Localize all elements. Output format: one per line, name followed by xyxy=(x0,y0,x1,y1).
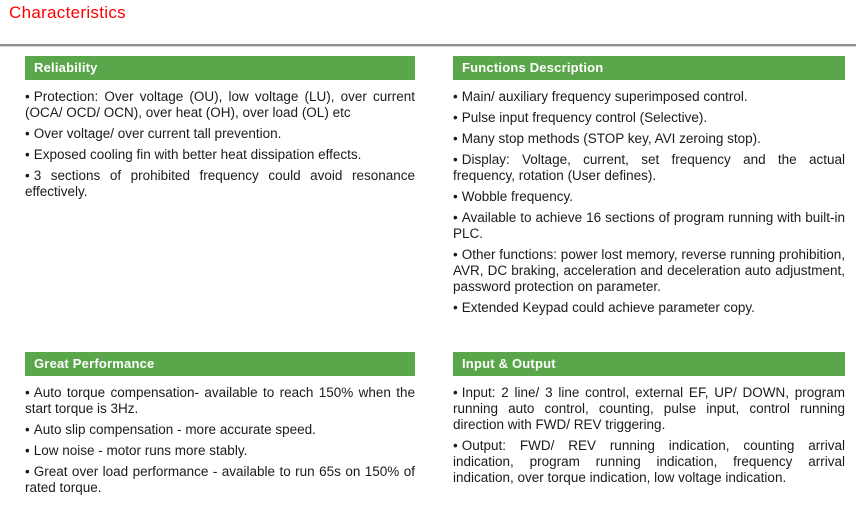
bullet-text: Display: Voltage, current, set frequency and the actual frequency, rotation (User defines). xyxy=(453,152,845,183)
bullet-icon: • xyxy=(453,110,458,125)
section-functions-header xyxy=(453,56,845,80)
bullet-icon: • xyxy=(453,438,458,453)
section-reliability xyxy=(25,56,415,205)
list-item xyxy=(25,464,415,496)
list-item xyxy=(453,300,845,316)
bullet-text: 3 sections of prohibited frequency could avoid resonance effectively. xyxy=(25,168,415,199)
bullet-icon: • xyxy=(453,210,458,225)
bullet-icon: • xyxy=(453,385,458,400)
list-item xyxy=(453,110,845,126)
bullet-text: Many stop methods (STOP key, AVI zeroing stop). xyxy=(461,131,761,146)
bullet-icon: • xyxy=(453,247,458,262)
section-great-performance xyxy=(25,352,415,501)
bullet-text: Auto slip compensation - more accurate speed. xyxy=(33,422,316,437)
io-bullet-list xyxy=(453,385,845,486)
list-item xyxy=(453,152,845,184)
bullet-text: Low noise - motor runs more stably. xyxy=(33,443,248,458)
list-item xyxy=(25,168,415,200)
bullet-text: Pulse input frequency control (Selective). xyxy=(461,110,708,125)
bullet-icon: • xyxy=(25,126,30,141)
list-item xyxy=(453,438,845,486)
bullet-text: Available to achieve 16 sections of program running with built-in PLC. xyxy=(453,210,845,241)
list-item xyxy=(25,89,415,121)
bullet-text: Main/ auxiliary frequency superimposed control. xyxy=(461,89,748,104)
horizontal-divider xyxy=(0,44,856,47)
section-io-header xyxy=(453,352,845,376)
bullet-icon: • xyxy=(453,152,458,167)
bullet-text: Output: FWD/ REV running indication, counting arrival indication, program running indication, frequency arrival indication, over torque indication, low voltage indication. xyxy=(453,438,845,485)
bullet-text: Auto torque compensation- available to reach 150% when the start torque is 3Hz. xyxy=(25,385,415,416)
bullet-text: Input: 2 line/ 3 line control, external EF, UP/ DOWN, program running auto control, counting, pulse input, control running direction with FWD/ REV triggering. xyxy=(453,385,845,432)
section-functions-description xyxy=(453,56,845,321)
list-item xyxy=(25,385,415,417)
list-item xyxy=(453,131,845,147)
bullet-text: Other functions: power lost memory, reverse running prohibition, AVR, DC braking, acceleration and deceleration auto adjustment, password protection on parameter. xyxy=(453,247,845,294)
list-item xyxy=(25,443,415,459)
list-item xyxy=(453,385,845,433)
section-input-output xyxy=(453,352,845,491)
list-item xyxy=(25,147,415,163)
list-item xyxy=(25,422,415,438)
bullet-icon: • xyxy=(25,464,30,479)
performance-bullet-list xyxy=(25,385,415,496)
list-item xyxy=(453,247,845,295)
list-item xyxy=(453,210,845,242)
bullet-text: Protection: Over voltage (OU), low voltage (LU), over current (OCA/ OCD/ OCN), over heat (OH), over load (OL) etc xyxy=(25,89,415,120)
bullet-icon: • xyxy=(25,89,30,104)
bullet-text: Wobble frequency. xyxy=(461,189,574,204)
section-reliability-title: Reliability xyxy=(34,60,98,75)
section-functions-title: Functions Description xyxy=(462,60,604,75)
bullet-text: Great over load performance - available to run 65s on 150% of rated torque. xyxy=(25,464,415,495)
bullet-icon: • xyxy=(453,89,458,104)
page-title: Characteristics xyxy=(9,3,126,22)
bullet-icon: • xyxy=(25,168,30,183)
bullet-icon: • xyxy=(453,300,458,315)
functions-bullet-list xyxy=(453,89,845,316)
list-item xyxy=(453,189,845,205)
bullet-text: Exposed cooling fin with better heat dissipation effects. xyxy=(33,147,362,162)
section-reliability-header xyxy=(25,56,415,80)
list-item xyxy=(25,126,415,142)
bullet-icon: • xyxy=(25,147,30,162)
bullet-text: Extended Keypad could achieve parameter copy. xyxy=(461,300,755,315)
list-item xyxy=(453,89,845,105)
section-performance-header xyxy=(25,352,415,376)
bullet-icon: • xyxy=(25,385,30,400)
bullet-icon: • xyxy=(25,443,30,458)
section-performance-title: Great Performance xyxy=(34,356,155,371)
bullet-icon: • xyxy=(453,131,458,146)
reliability-bullet-list xyxy=(25,89,415,200)
bullet-text: Over voltage/ over current tall prevention. xyxy=(33,126,282,141)
bullet-icon: • xyxy=(25,422,30,437)
bullet-icon: • xyxy=(453,189,458,204)
section-io-title: Input & Output xyxy=(462,356,556,371)
